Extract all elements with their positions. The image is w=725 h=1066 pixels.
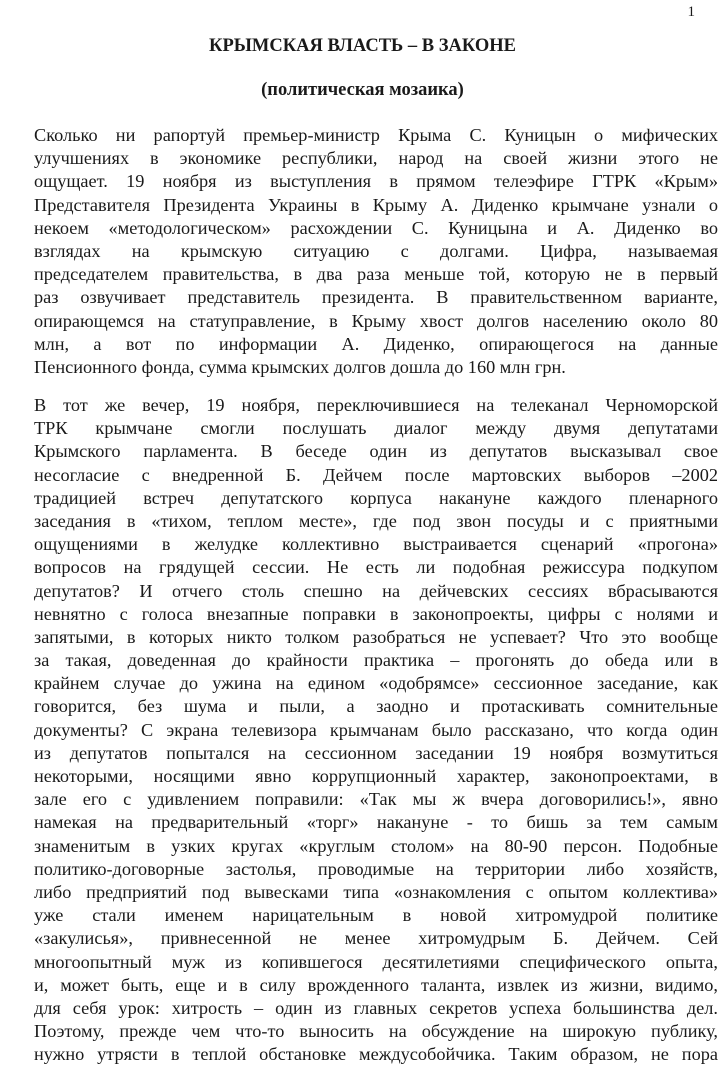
- text-line: депутатов? И отчего столь спешно на дейчевских сессиях вбрасываются: [34, 580, 718, 601]
- text-line: зале его с удивлением поправили: «Так мы ж вчера договорились!», явно: [34, 789, 718, 810]
- text-line: ощущает. 19 ноября из выступления в прямом телеэфире ГТРК «Крым»: [34, 171, 718, 192]
- text-line: говорится, без шума и пыли, а заодно и протаскивать сомнительные: [34, 696, 718, 717]
- text-line: улучшениях в экономике республики, народ на своей жизни этого не: [34, 148, 718, 169]
- text-line: заседания в «тихом, теплом месте», где под звон посуды и с приятными: [34, 510, 718, 531]
- text-line: запятыми, в которых никто толком разобраться не успевает? Что это вообще: [34, 626, 718, 647]
- text-line: из депутатов попытался на сессионном заседании 19 ноября возмутиться: [34, 742, 718, 763]
- text-line: взглядах на крымскую ситуацию с долгами. Цифра, называемая: [34, 240, 718, 261]
- text-line: за такая, доведенная до крайности практика – прогонять до обеда или в: [34, 650, 718, 671]
- text-line: Крымского парламента. В беседе один из депутатов высказывал свое: [34, 441, 718, 462]
- text-line: нужно утрясти в теплой обстановке междусобойчика. Таким образом, не пора: [34, 1044, 718, 1065]
- paragraph-2: [34, 394, 718, 1066]
- text-line: для себя урок: хитрость – один из главных секретов успеха большинства дел.: [34, 997, 718, 1018]
- article-title: КРЫМСКАЯ ВЛАСТЬ – В ЗАКОНЕ: [209, 36, 516, 56]
- text-line: председателем правительства, в два раза меньше той, которую не в первый: [34, 264, 718, 285]
- paragraph-1: [34, 124, 718, 379]
- text-line: некоторыми, носящими явно коррупционный характер, законопроектами, в: [34, 766, 718, 786]
- text-line: Пенсионного фонда, сумма крымских долгов дошла до 160 млн грн.: [34, 356, 566, 377]
- text-line: «закулисья», привнесенной не менее хитромудрым Б. Дейчем. Сей: [34, 928, 718, 949]
- text-line: Поэтому, прежде чем что-то выносить на обсуждение на широкую публику,: [34, 1021, 718, 1042]
- page-number: 1: [687, 4, 695, 20]
- text-line: ТРК крымчане смогли послушать диалог между двумя депутатами: [34, 418, 718, 439]
- text-line: политико-договорные застолья, проводимые на территории либо хозяйств,: [34, 858, 718, 879]
- text-line: В тот же вечер, 19 ноября, переключившиеся на телеканал Черноморской: [34, 395, 718, 415]
- text-line: традицией встреч депутатского корпуса накануне каждого пленарного: [34, 487, 718, 508]
- text-line: Представителя Президента Украины в Крыму А. Диденко крымчане узнали о: [34, 194, 718, 215]
- text-line: ощущениями в желудке коллективно выстраивается сценарий «прогона»: [34, 534, 718, 555]
- text-line: намекая на предварительный «торг» накануне - то бишь за тем самым: [34, 812, 718, 833]
- text-line: документы? С экрана телевизора крымчанам было рассказано, что когда один: [34, 719, 718, 740]
- text-line: опирающемся на статуправление, в Крыму хвост долгов населению около 80: [34, 310, 718, 331]
- text-line: невнятно с голоса внезапные поправки в законопроекты, цифры с нолями и: [34, 603, 718, 624]
- text-line: раз озвучивает представитель президента. В правительственном варианте,: [34, 287, 718, 308]
- text-line: вопросов на грядущей сессии. Не есть ли подобная режиссура подкупом: [34, 557, 718, 578]
- text-line: млн, а вот по информации А. Диденко, опирающегося на данные: [34, 333, 718, 354]
- text-line: несогласие с внедренной Б. Дейчем после мартовских выборов –2002: [34, 464, 718, 485]
- text-line: Сколько ни рапортуй премьер-министр Крыма С. Куницын о мифических: [34, 125, 718, 145]
- text-line: уже стали именем нарицательным в новой хитромудрой политике: [34, 905, 718, 926]
- text-line: крайнем случае до ужина на едином «одобрямсе» сессионное заседание, как: [34, 673, 718, 694]
- text-line: знаменитым в узких кругах «круглым столом» на 80-90 персон. Подобные: [34, 835, 718, 856]
- text-line: некоем «методологическом» расхождении С. Куницына и А. Диденко во: [34, 217, 718, 238]
- article-subtitle: (политическая мозаика): [261, 80, 464, 100]
- text-line: многоопытный муж из копившегося десятилетиями специфического опыта,: [34, 951, 718, 972]
- text-line: либо предприятий под вывесками типа «ознакомления с опытом коллектива»: [34, 881, 718, 902]
- text-line: и, может быть, еще и в силу врожденного таланта, извлек из жизни, видимо,: [34, 974, 718, 995]
